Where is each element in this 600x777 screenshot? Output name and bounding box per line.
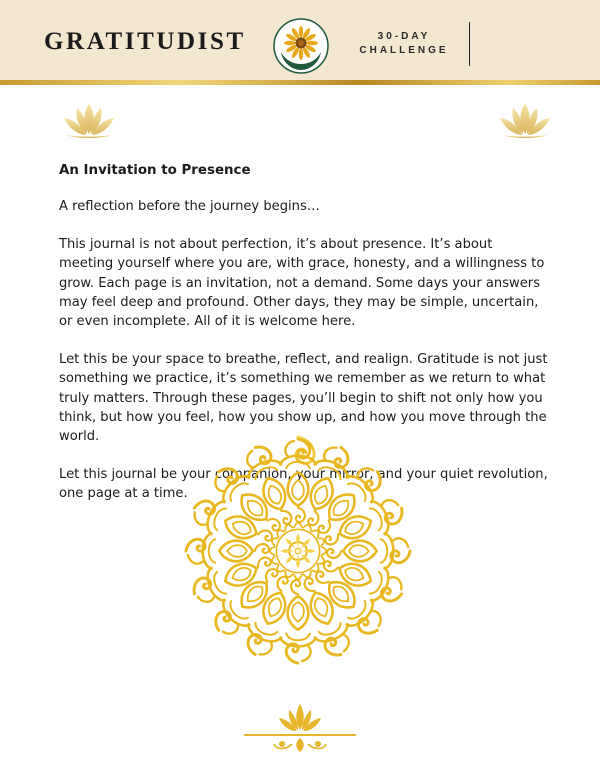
mandala-ornament: [180, 431, 416, 671]
sunflower-hands-emblem-icon: [273, 18, 329, 74]
lotus-divider-ornament: [240, 700, 360, 756]
lotus-icon: [496, 98, 554, 138]
challenge-word: CHALLENGE: [359, 45, 449, 56]
lotus-icon: [60, 98, 118, 138]
article-paragraph: Let this be your space to breathe, reflect, and realign. Gratitude is not just something we practice, it’s something we remember as we return to what truly matters. Through these pages, you’ll begin to shift not only how you think, but how you feel, how you show up, and how you move through the world.: [59, 352, 548, 445]
article-title: An Invitation to Presence: [59, 163, 251, 178]
article-paragraph: A reflection before the journey begins…: [59, 199, 320, 214]
article-paragraph: This journal is not about perfection, it’s about presence. It’s about meeting yourself where you are, with grace, honesty, and a willingness to grow. Each page is an invitation, not a demand. Some days your answers may feel deep and profound. Other days, they may be simple, uncertain, or even incomplete. All of it is welcome here.: [59, 237, 545, 330]
brand-title: GRATITUDIST: [44, 28, 246, 55]
challenge-label: [352, 30, 456, 58]
header-bar: [0, 0, 600, 80]
article-paragraph: Let this journal be your companion, your mirror, and your quiet revolution, one page at a time.: [59, 467, 548, 502]
header-divider: [469, 22, 470, 66]
challenge-days: 30-DAY: [377, 31, 431, 42]
gold-rule: [0, 80, 600, 85]
